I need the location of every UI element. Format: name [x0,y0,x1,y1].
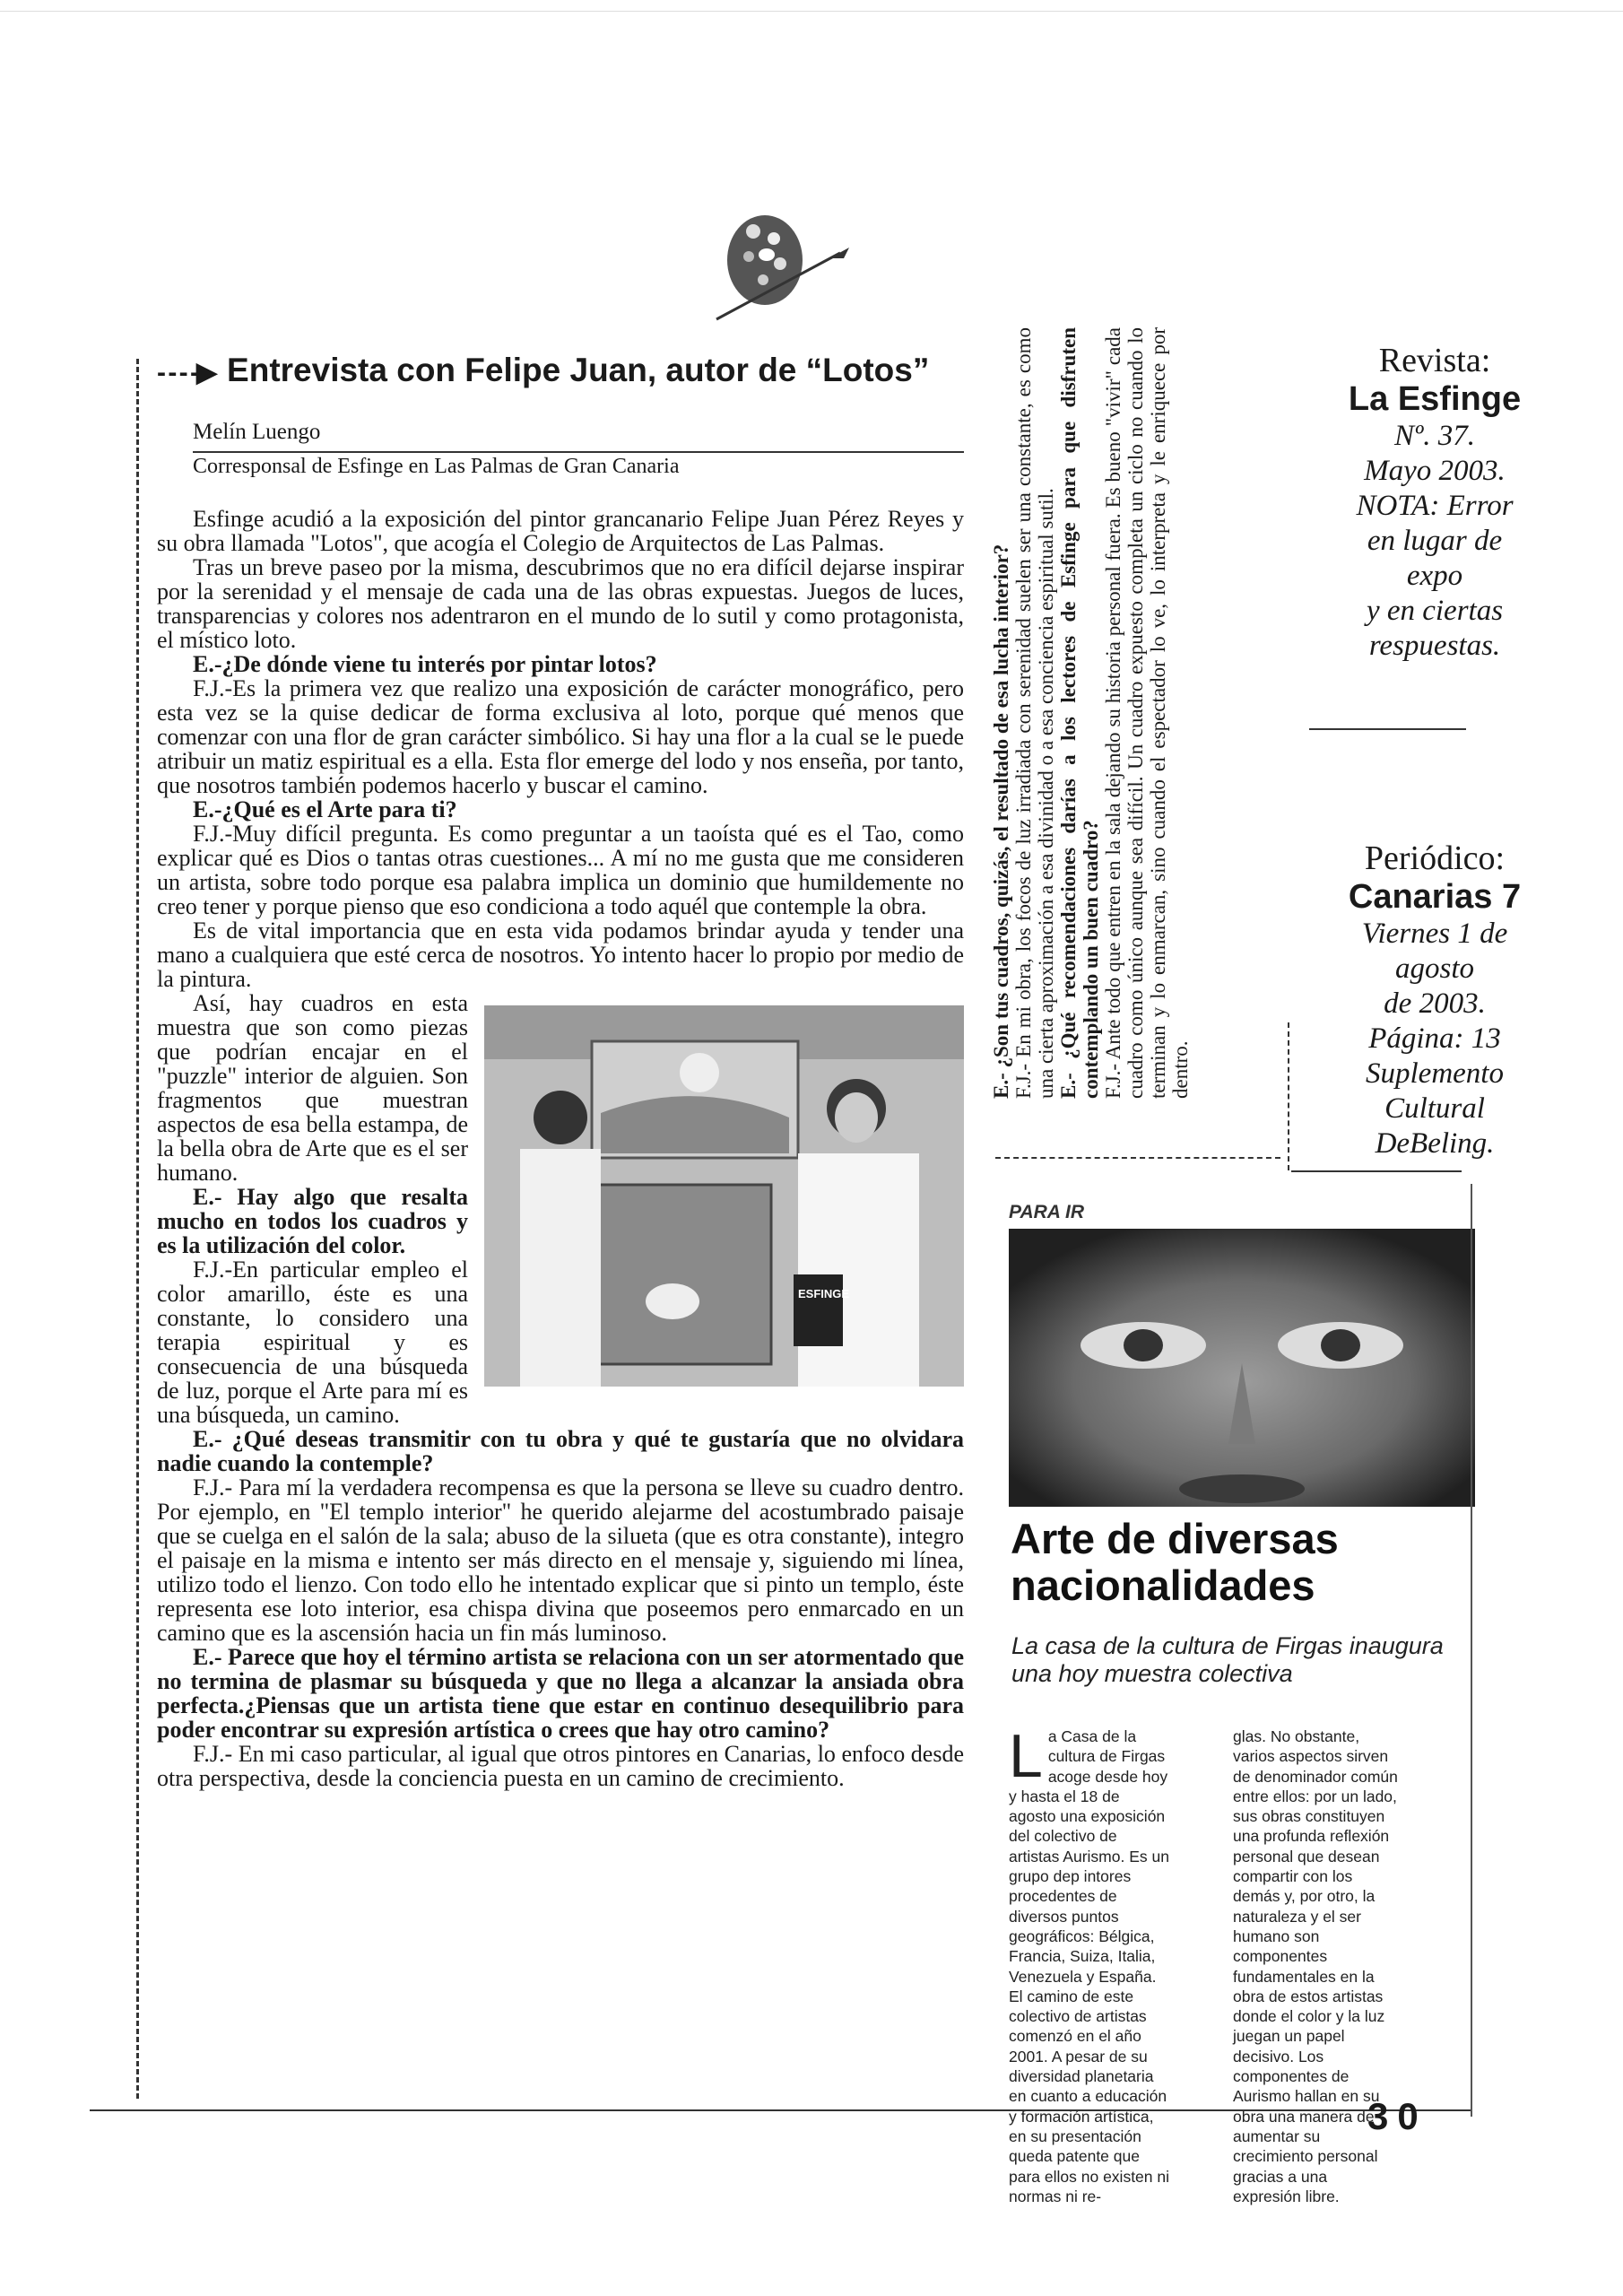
note-revista-line: expo [1406,560,1463,592]
clip-column-1 [1009,1722,1170,2206]
clip-headline-line: nacionalidades [1011,1561,1315,1609]
interview-question: E.- Parece que hoy el término artista se relaciona con un ser atormentado que no termina de plasmar su búsqueda y que no llega a alcanzar la ansiada obra perfecta.¿Piensas que un artista tiene que estar en continuo desequilibrio para poder encontrar su expresión artística o crees que hay otro camino? [157,1644,964,1743]
article-title-text: Entrevista con Felipe Juan, autor de “Lotos” [227,352,930,388]
note-revista-line: en lugar de [1367,525,1503,557]
interview-question: E.- ¿Son tus cuadros, quizás, el resultado de esa lucha interior? [990,544,1012,1099]
note-revista-line: respuestas. [1368,630,1501,662]
clip-column-2-text: glas. No obstante, varios aspectos sirven de denominador común entre ellos: por un lado, sus obras constituyen una profunda reflexión personal que desean compartir con los demás y, por otro, la naturaleza y el ser humano son componentes fundamentales en la obra de estos artistas donde el color y la luz juegan un papel decisivo. Los componentes de Aurismo hallan en su obra una manera de aumentar su crecimiento personal gracias a una expresión libre. [1233,1727,1398,2205]
bottom-rule [90,2109,1471,2111]
interview-question: E.- Hay algo que resalta mucho en todos los cuadros y es la utilización del color. [157,1184,468,1258]
article-paragraph: Así, hay cuadros en esta muestra que son como piezas que podrían encajar en el "puzzle" interior de alguien. Son fragmentos que muestran aspectos de esa bella estampa, de la bella obra de Arte que es el ser humano. [157,990,468,1186]
interview-answer: F.J.-Muy difícil pregunta. Es como preguntar a un taoísta qué es el Tao, como explicar qué es Dios o tantas otras cuestiones... A mí no me gusta que me consideren un artista, sobre todo porque esa palabra implica un dominio que humildemente no creo tener y porque pienso que eso condiciona a todo aquél que contemple la obra. [157,821,964,919]
note-periodico-line: DeBeling. [1375,1127,1495,1160]
author-role: Corresponsal de Esfinge en Las Palmas de Gran Canaria [193,455,680,478]
article-author: Melín Luengo [193,420,321,444]
page-number: 30 [1367,2095,1428,2137]
clip-headline-line: Arte de diversas [1011,1515,1339,1562]
clip-subtitle: La casa de la cultura de Firgas inaugura una hoy muestra colectiva [1011,1632,1444,1687]
interview-question: E.-¿De dónde viene tu interés por pintar lotos? [193,651,657,677]
article-paragraph: Esfinge acudió a la exposición del pintor grancanario Felipe Juan Pérez Reyes y su obra llamada "Lotos", que acogía el Colegio de Arquitectos de Las Palmas. [157,506,964,556]
sidebar-bottom-rule [995,1157,1280,1159]
interview-answer: F.J.- Ante todo que entren en la sala dejando su historia personal fuera. Es bueno "vivir" cada cuadro como único aunque sea difícil. Un cuadro expuesto completa un ciclo no cuando lo terminan y lo enmarcan, sino cuando el espectador lo ve, lo interpreta y le enriquece por dentro. [1102,327,1192,1099]
interview-question: E.- ¿Qué recomendaciones darías a los lectores de Esfinge para que disfruten contemplando un buen cuadro? [1057,327,1102,1099]
note-periodico-line: Viernes 1 de [1361,918,1508,950]
interview-answer: F.J.- En mi obra, los focos de luz irradiada con serenidad suelen ser una constante, es como una cierta aproximación a esa divinidad o a esa conciencia espiritual sutil. [1012,327,1057,1099]
clip-headline [1011,1516,1339,1609]
note-periodico-line: agosto [1394,952,1474,985]
clip-drop-cap: L [1009,1722,1043,1790]
note-revista-name: La Esfinge [1348,380,1522,418]
article-title [157,352,929,389]
note-periodico-label: Periódico: [1364,839,1506,877]
note-periodico-line: Cultural [1384,1092,1485,1125]
note-revista-line: Nº. 37. [1394,420,1475,452]
note-periodico-line: Suplemento [1366,1057,1504,1090]
note-revista-label: Revista: [1378,342,1491,379]
arrow-right-icon: - - - -▶ [157,358,215,387]
interview-answer: F.J.- En mi caso particular, al igual que otros pintores en Canarias, lo enfoco desde otra perspectiva, desde la conciencia puesta en un camino de crecimiento. [157,1741,964,1791]
note-periodico-name: Canarias 7 [1348,878,1522,916]
article-paragraph: Es de vital importancia que en esta vida podamos brindar ayuda y tender una mano a cualquiera que esté cerca de nosotros. Yo intento hacer lo propio por medio de la pintura. [157,918,964,992]
clip-right-rule [1471,1184,1472,2117]
clip-column-1-text: a Casa de la cultura de Firgas acoge desde hoy y hasta el 18 de agosto una exposición del colectivo de artistas Aurismo. Es un grupo dep intores procedentes de diversos puntos geográficos: Bélgica, Francia, Suiza, Italia, Venezuela y España. El camino de este colectivo de artistas comenzó en el año 2001. A pesar de su diversidad planetaria en cuanto a educación y formación artística, en su presentación queda patente que para ellos no existen ni normas ni re- [1009,1727,1169,2205]
interview-question: E.-¿Qué es el Arte para ti? [193,796,457,822]
note-revista [1291,341,1578,664]
interview-answer: F.J.-En particular empleo el color amarillo, éste es una constante, lo considero una terapia espiritual y es consecuencia de una búsqueda de luz, porque el Arte para mí es una búsqueda, un camino. [157,1257,468,1428]
sidebar-right-rule [1288,1022,1289,1170]
scan-edge-line [0,11,1623,12]
article-paragraph: Tras un breve paseo por la misma, descubrimos que no era difícil dejarse inspirar por la serenidad y el mensaje de cada una de las obras expuestas. Juegos de luces, transparencias y colores nos adentraron en el mundo de lo sutil y como protagonista, el místico loto. [157,554,964,653]
exhibition-photo [484,1005,964,1387]
note-revista-line: NOTA: Error [1356,490,1514,522]
note-revista-line: y en ciertas [1366,595,1504,627]
note-periodico [1291,839,1578,1161]
interview-answer: F.J.- Para mí la verdadera recompensa es que la persona se lleve su cuadro dentro. Por ejemplo, en "El templo interior" he querido alejarme del acostumbrado paisaje que se cuelga en el salón de la sala; abuso de la silueta (que es otra constante), integro el paisaje en la misma e intento ser más directo en el mensaje y, siguiendo mi línea, utilizo todo el lienzo. Con todo ello he intentado explicar que si pinto un templo, éste representa ese loto interior, esa chispa divina que poseemos pero enmarcado en un camino que es la ascensión hacia un fin más luminoso. [157,1474,964,1646]
note-revista-line: Mayo 2003. [1364,455,1506,487]
author-rule [193,451,964,453]
interview-question: E.- ¿Qué deseas transmitir con tu obra y qué te gustaría que no olvidara nadie cuando la contemple? [157,1426,964,1476]
note-periodico-line: de 2003. [1384,987,1486,1020]
clip-top-rule [1291,1170,1462,1172]
photo-book-label: ESFINGE [798,1287,850,1300]
note-periodico-line: Página: 13 [1368,1022,1501,1055]
article-body [157,507,964,1790]
left-dashed-rule [136,359,139,2099]
interview-answer: F.J.-Es la primera vez que realizo una exposición de carácter monográfico, pero esta vez se la quise dedicar de forma exclusiva al loto, porque qué menos que comenzar con una flor de gran carácter simbólico. Si hay una flor a la cual se le puede atribuir un matiz espiritual es a ella. Esta flor emerge del lodo y nos enseña, por tanto, que nosotros también podemos hacerlo y buscar el camino. [157,675,964,798]
clip-section-label: PARA IR [1009,1202,1084,1222]
palette-logo-icon [704,204,856,330]
note-divider [1309,728,1466,730]
rotated-sidebar [990,327,1192,1099]
clip-portrait-image [1009,1229,1475,1507]
